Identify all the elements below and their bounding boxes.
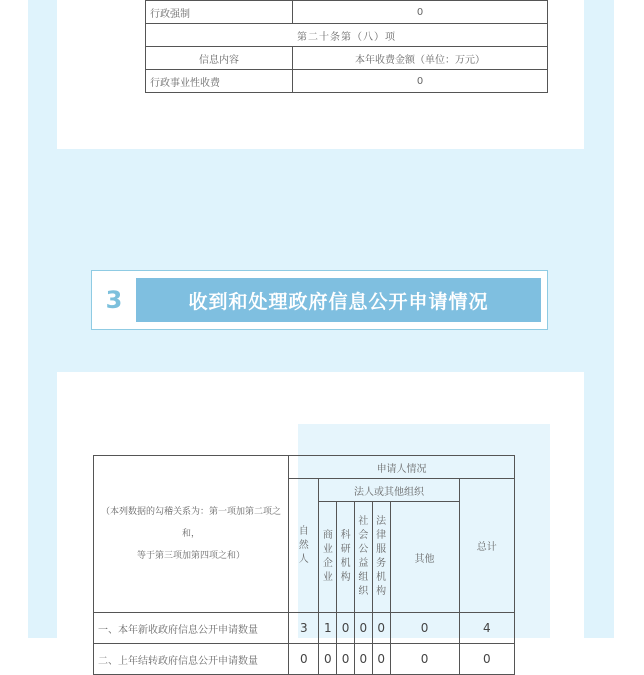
cell-value: 0: [289, 644, 319, 675]
row-label: 一、本年新收政府信息公开申请数量: [94, 613, 289, 644]
cell-value: 0: [337, 613, 355, 644]
description-line: （本列数据的勾稽关系为：第一项加第二项之和，: [101, 507, 282, 539]
row-label: 行政事业性收费: [146, 70, 293, 93]
cell-value: 0: [390, 613, 459, 644]
table-row: [94, 456, 515, 479]
cell-value: 0: [354, 644, 372, 675]
page-margin-right: [614, 0, 644, 638]
cell-value: 0: [354, 613, 372, 644]
cell-value: 0: [337, 644, 355, 675]
section-heading: [91, 270, 548, 330]
fee-table: [145, 0, 548, 93]
research-header: 科 研 机 构: [337, 502, 355, 613]
social-header: 社 会 公 益 组 织: [354, 502, 372, 613]
total-header: 总计: [459, 479, 514, 613]
page-margin-left: [0, 0, 28, 638]
table-description: [94, 456, 289, 613]
application-table: [93, 455, 515, 675]
applicant-header: 申请人情况: [289, 456, 515, 479]
table-row: [146, 70, 548, 93]
section-row: 第二十条第（八）项: [146, 24, 548, 47]
cell-value: 3: [289, 613, 319, 644]
table-row: [146, 47, 548, 70]
row-value: 0: [293, 70, 548, 93]
other-header: 其他: [390, 502, 459, 613]
cell-value: 0: [372, 613, 390, 644]
cell-value: 0: [390, 644, 459, 675]
cell-value: 0: [372, 644, 390, 675]
legal-entity-header: 法人或其他组织: [319, 479, 459, 502]
table-row: [146, 24, 548, 47]
table-row: [146, 1, 548, 24]
cell-value: 1: [319, 613, 337, 644]
cell-value: 4: [459, 613, 514, 644]
natural-person-header: 自 然 人: [289, 479, 319, 613]
description-line: 等于第三项加第四项之和）: [137, 551, 246, 561]
table-row: [94, 644, 515, 675]
commercial-header: 商 业 企 业: [319, 502, 337, 613]
column-header: 本年收费金额（单位：万元）: [293, 47, 548, 70]
legal-service-header: 法 律 服 务 机 构: [372, 502, 390, 613]
column-header: 信息内容: [146, 47, 293, 70]
row-value: 0: [293, 1, 548, 24]
row-label: 行政强制: [146, 1, 293, 24]
cell-value: 0: [319, 644, 337, 675]
section-number: 3: [105, 286, 123, 314]
cell-value: 0: [459, 644, 514, 675]
section-title: 收到和处理政府信息公开申请情况: [136, 278, 541, 322]
table-row: [94, 613, 515, 644]
row-label: 二、上年结转政府信息公开申请数量: [94, 644, 289, 675]
